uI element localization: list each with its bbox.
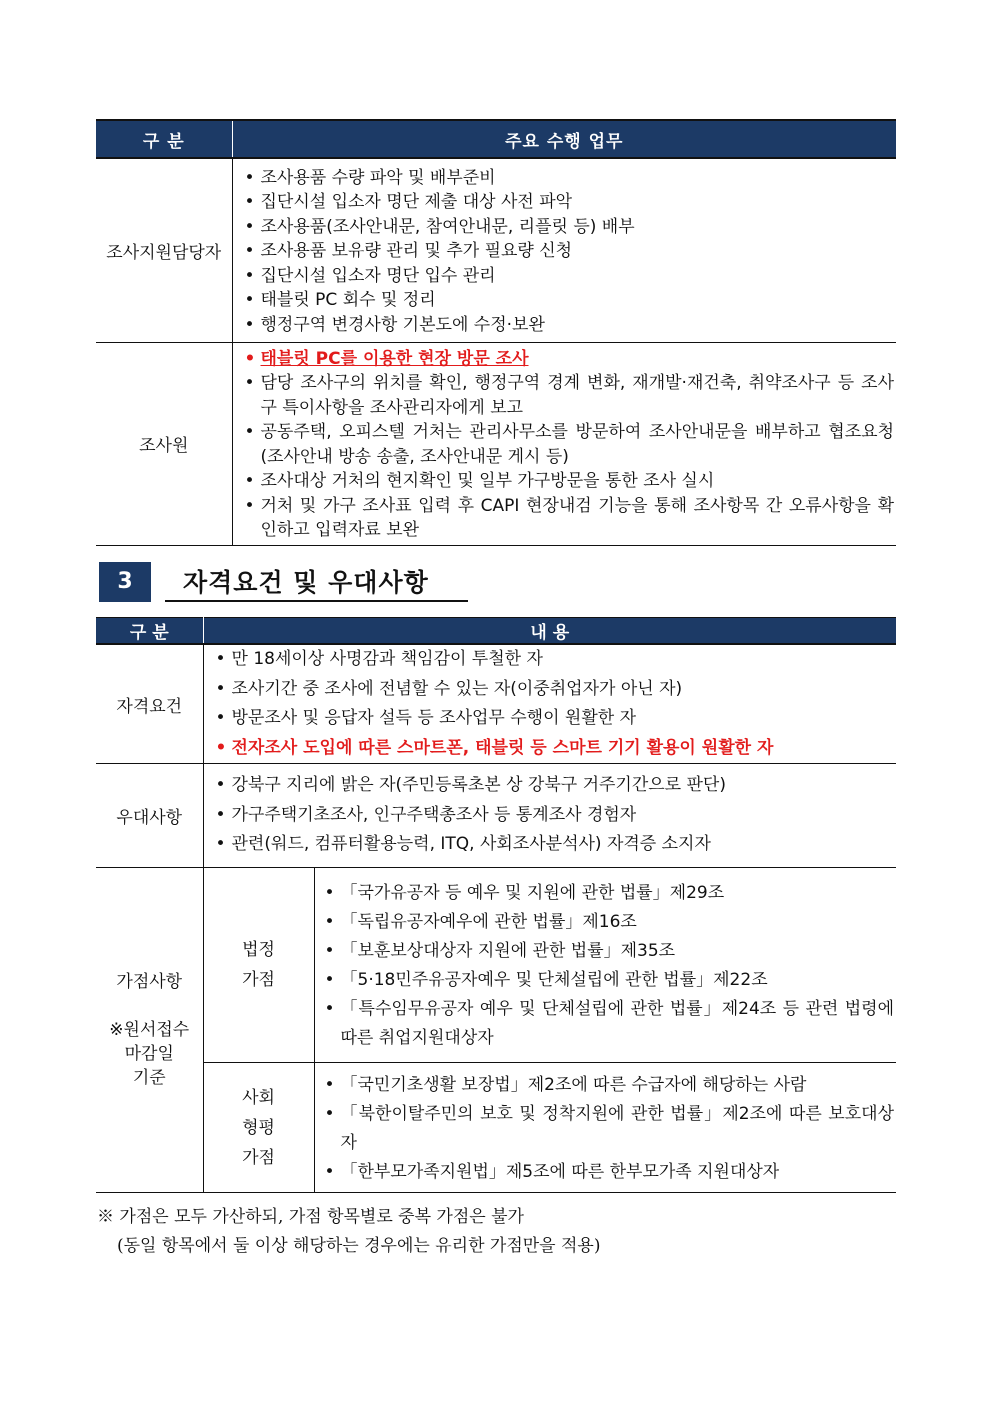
list-item: • 만 18세이상 사명감과 책임감이 투철한 자 xyxy=(216,645,895,675)
list-item: • 집단시설 입소자 명단 제출 대상 사전 파악 xyxy=(245,190,895,215)
social-bonus-list-cell xyxy=(314,1063,896,1193)
section-title: 자격요건 및 우대사항 xyxy=(165,566,468,602)
list-item-highlight xyxy=(245,347,895,372)
footnote-line: ※ 가점은 모두 가산하되, 가점 항목별로 중복 가점은 불가 xyxy=(97,1207,524,1227)
list-item: • 행정구역 변경사항 기본도에 수정·보완 xyxy=(245,313,895,338)
list-item: • 관련(워드, 컴퓨터활용능력, ITQ, 사회조사분석사) 자격증 소지자 xyxy=(216,830,895,860)
list-item: • 「북한이탈주민의 보호 및 정착지원에 관한 법률」제2조에 따른 보호대상자 xyxy=(325,1100,895,1158)
bonus-basis-note: 마감일 xyxy=(124,1044,174,1064)
legal-bonus-list-cell xyxy=(314,868,896,1063)
list-item-highlight: • 전자조사 도입에 따른 스마트폰, 태블릿 등 스마트 기기 활용이 원활한 자 xyxy=(216,734,895,764)
legal-bonus-list xyxy=(315,875,897,1055)
list-item: • 가구주택기초조사, 인구주택총조사 등 통계조사 경험자 xyxy=(216,801,895,831)
highlight-text: 태블릿 PC를 이용한 현장 방문 조사 xyxy=(260,348,529,369)
duty-table-header xyxy=(96,120,896,158)
footnote xyxy=(97,1203,600,1261)
qualification-table xyxy=(96,617,896,1193)
table-row xyxy=(96,1063,896,1193)
preference-list xyxy=(204,771,897,860)
list-item: • 「5·18민주유공자예우 및 단체설립에 관한 법률」제22조 xyxy=(325,966,895,995)
row-category-bonus xyxy=(96,868,203,1193)
list-item: • 「보훈보상대상자 지원에 관한 법률」제35조 xyxy=(325,937,895,966)
list-item: • 조사기간 중 조사에 전념할 수 있는 자(이중취업자가 아닌 자) xyxy=(216,675,895,705)
section-number: 3 xyxy=(99,562,151,602)
bonus-category-label: 가점사항 xyxy=(116,972,183,992)
legal-label-line: 가점 xyxy=(242,970,275,990)
row-category: 조사원 xyxy=(96,342,232,545)
list-item: • 담당 조사구의 위치를 확인, 행정구역 경계 변화, 재개발·재건축, 취약조사구 등 조사구 특이사항을 조사관리자에게 보고 xyxy=(245,371,895,420)
duty-list-cell xyxy=(232,342,896,545)
list-item: • 방문조사 및 응답자 설득 등 조사업무 수행이 원활한 자 xyxy=(216,704,895,734)
header-category: 구 분 xyxy=(96,120,232,158)
list-item: • 조사용품 보유량 관리 및 추가 필요량 신청 xyxy=(245,239,895,264)
table-row xyxy=(96,764,896,868)
row-category: 조사지원담당자 xyxy=(96,158,232,342)
social-label-line: 형평 xyxy=(242,1117,275,1138)
bonus-basis-note: 기준 xyxy=(132,1068,166,1088)
preference-list-cell xyxy=(203,764,896,868)
list-item: • 태블릿 PC 회수 및 정리 xyxy=(245,288,895,313)
duty-table xyxy=(96,119,896,546)
legal-bonus-label xyxy=(203,868,314,1063)
list-item: • 「특수임무유공자 예우 및 단체설립에 관한 법률」제24조 등 관련 법령에 따른 취업지원대상자 xyxy=(325,995,895,1053)
social-label-line: 가점 xyxy=(242,1147,275,1168)
duty-list xyxy=(233,162,897,340)
header-content: 내 용 xyxy=(203,618,896,645)
social-bonus-list xyxy=(315,1067,897,1189)
table-row xyxy=(96,342,896,545)
list-item: • 조사용품 수량 파악 및 배부준비 xyxy=(245,166,895,191)
header-duties: 주요 수행 업무 xyxy=(232,120,896,158)
list-item: • 강북구 지리에 밝은 자(주민등록초본 상 강북구 거주기간으로 판단) xyxy=(216,771,895,801)
bonus-basis-note: ※원서접수 xyxy=(109,1020,190,1040)
list-item: • 「독립유공자예우에 관한 법률」제16조 xyxy=(325,908,895,937)
duty-list xyxy=(233,343,897,545)
social-bonus-label xyxy=(203,1063,314,1193)
social-label-line: 사회 xyxy=(242,1087,275,1108)
header-category: 구 분 xyxy=(96,618,203,645)
list-item: • 「국가유공자 등 예우 및 지원에 관한 법률」제29조 xyxy=(325,879,895,908)
footnote-line: (동일 항목에서 둘 이상 해당하는 경우에는 유리한 가점만을 적용) xyxy=(117,1236,601,1256)
list-item: • 조사대상 거처의 현지확인 및 일부 가구방문을 통한 조사 실시 xyxy=(245,469,895,494)
table-row xyxy=(96,868,896,1063)
table-row xyxy=(96,158,896,342)
legal-label-line: 법정 xyxy=(242,940,275,960)
list-item: • 거처 및 가구 조사표 입력 후 CAPI 현장내검 기능을 통해 조사항목 간 오류사항을 확인하고 입력자료 보완 xyxy=(245,494,895,543)
qualification-table-header xyxy=(96,618,896,645)
duty-list-cell xyxy=(232,158,896,342)
list-item: • 「한부모가족지원법」제5조에 따른 한부모가족 지원대상자 xyxy=(325,1158,895,1187)
row-category: 자격요건 xyxy=(96,644,203,764)
list-item: • 집단시설 입소자 명단 입수 관리 xyxy=(245,264,895,289)
qualification-list-cell xyxy=(203,644,896,764)
row-category: 우대사항 xyxy=(96,764,203,868)
list-item: • 조사용품(조사안내문, 참여안내문, 리플릿 등) 배부 xyxy=(245,215,895,240)
table-row xyxy=(96,644,896,764)
list-item: • 공동주택, 오피스텔 거처는 관리사무소를 방문하여 조사안내문을 배부하고 협조요청(조사안내 방송 송출, 조사안내문 게시 등) xyxy=(245,420,895,469)
qualification-list xyxy=(204,645,897,763)
list-item: • 「국민기초생활 보장법」제2조에 따른 수급자에 해당하는 사람 xyxy=(325,1071,895,1100)
